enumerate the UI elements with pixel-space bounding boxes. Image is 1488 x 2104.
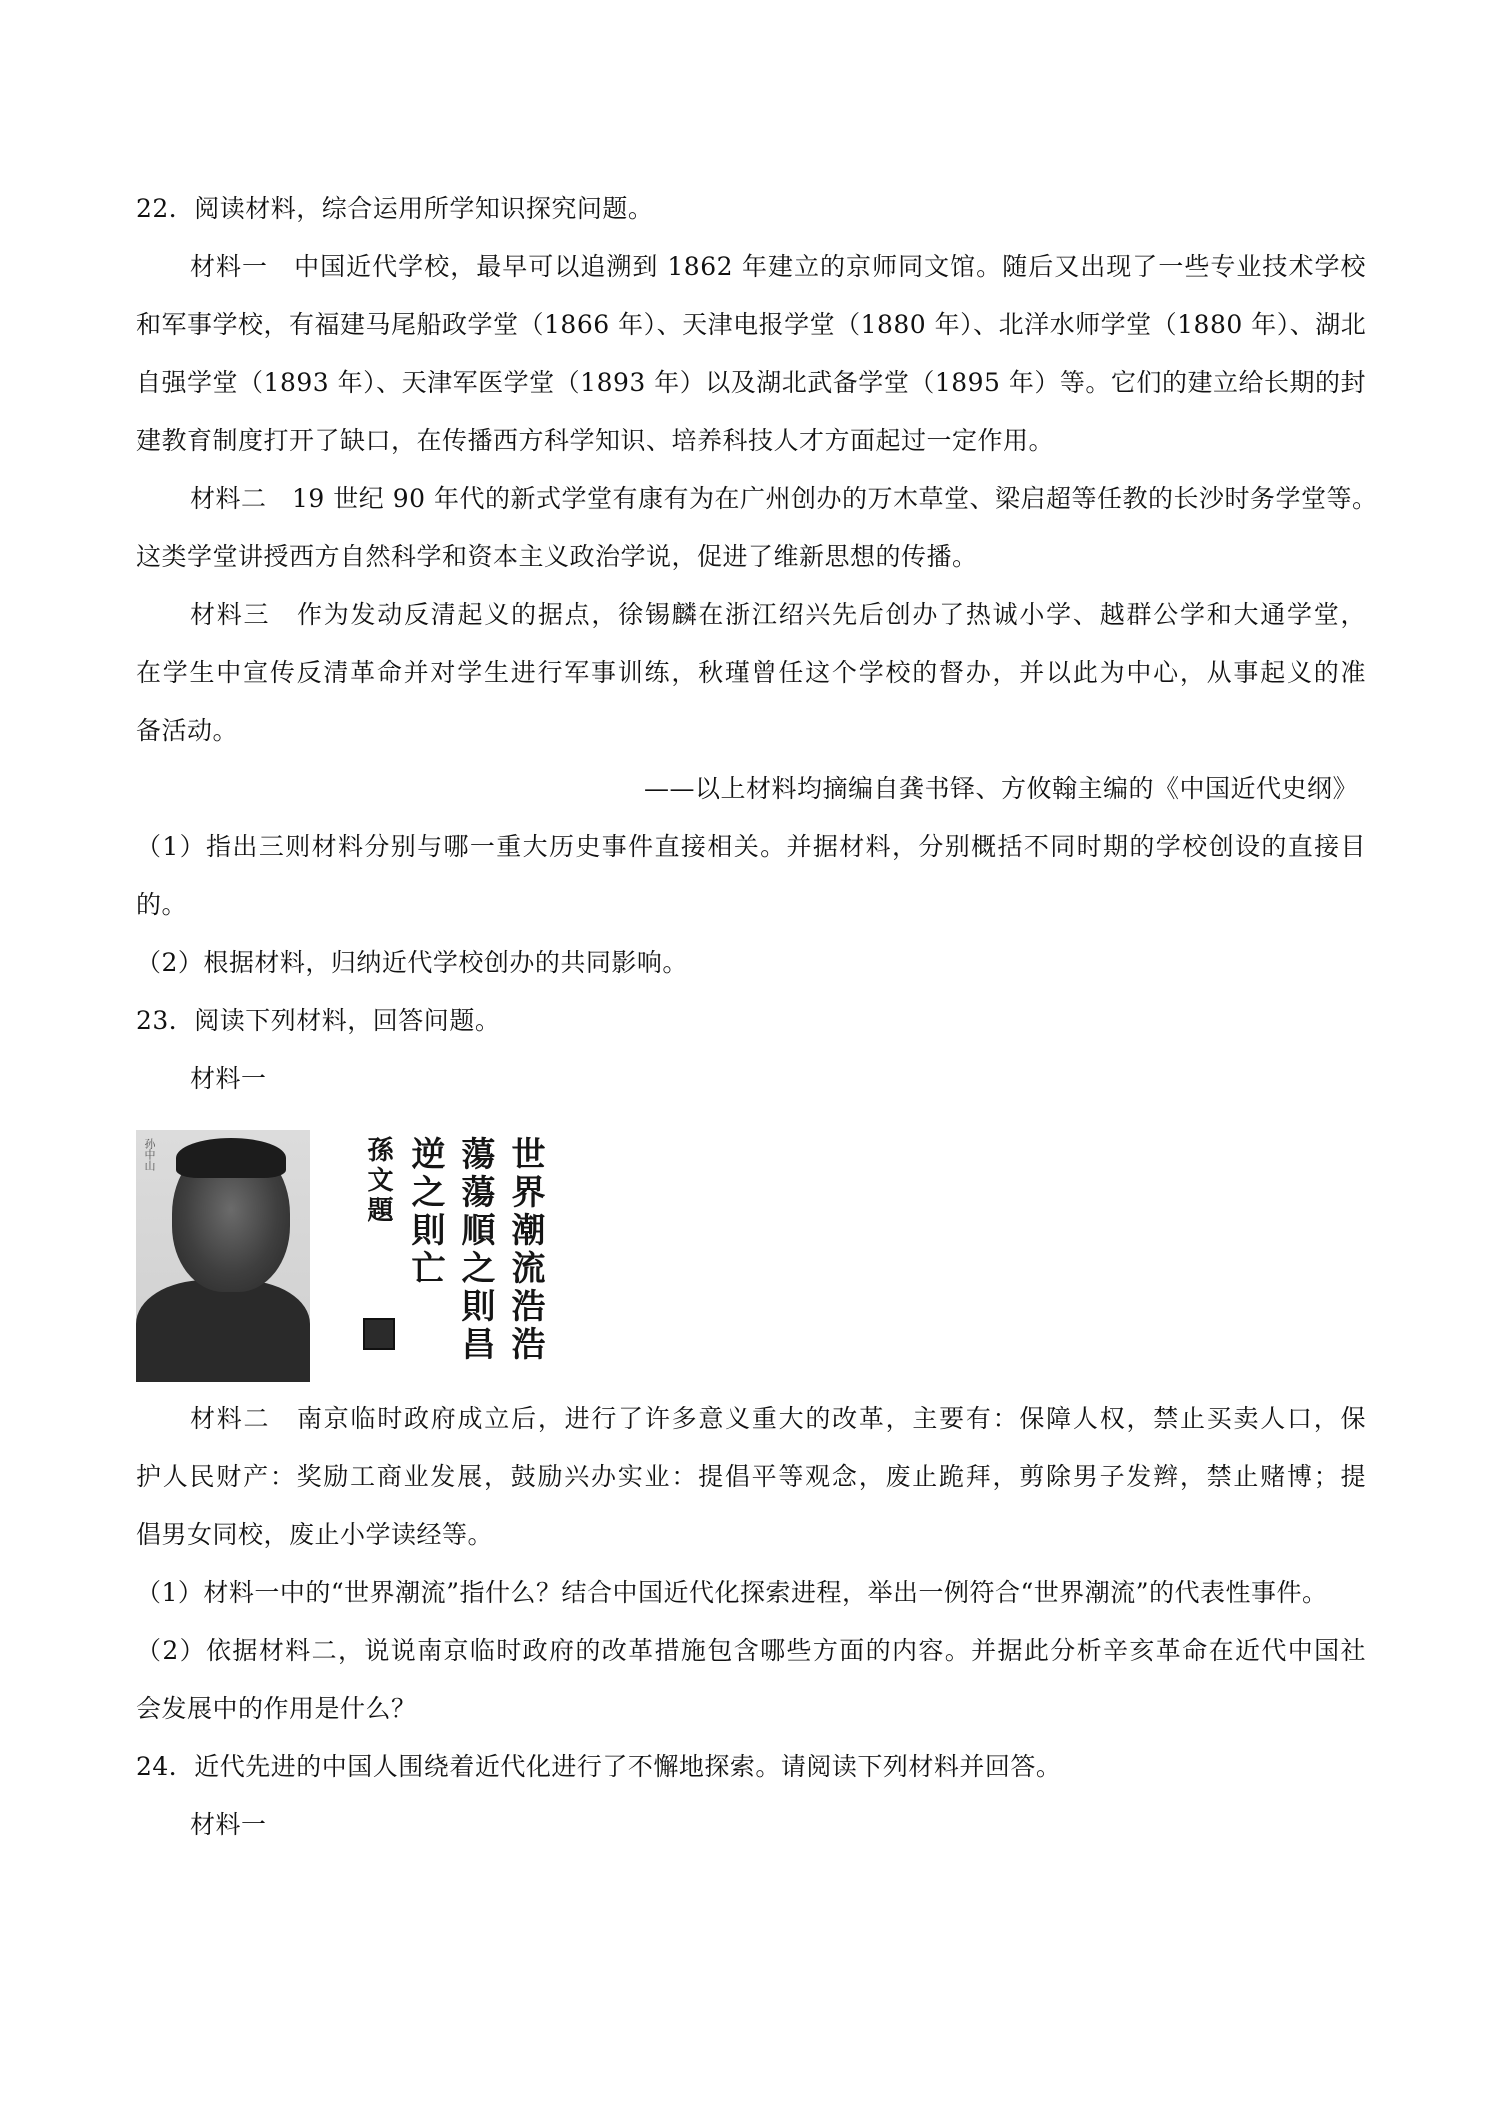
q24-title: 24．近代先进的中国人围绕着近代化进行了不懈地探索。请阅读下列材料并回答。 (136, 1752, 1062, 1781)
calligraphy-column-1: 世界潮流浩浩 (505, 1136, 545, 1364)
q22-material3-line3: 备活动。 (136, 716, 239, 745)
q22-title: 22．阅读材料，综合运用所学知识探究问题。 (136, 194, 654, 223)
portrait-caption: 孙中山 (143, 1138, 156, 1171)
q22-source: ——以上材料均摘编自龚书铎、方攸翰主编的《中国近代史纲》 (643, 774, 1358, 803)
q22-material3-line1: 材料三 作为发动反清起义的据点，徐锡麟在浙江绍兴先后创办了热诚小学、越群公学和大通学堂， (190, 600, 1366, 629)
q23-question1: （1）材料一中的“世界潮流”指什么？结合中国近代化探索进程，举出一例符合“世界潮流”的代表性事件。 (136, 1578, 1328, 1607)
calligraphy-signature: 孫文題 (363, 1136, 393, 1226)
q23-material1-label: 材料一 (190, 1064, 267, 1093)
calligraphy-column-2: 蕩蕩順之則昌 (455, 1136, 495, 1364)
q22-material3-line2: 在学生中宣传反清革命并对学生进行军事训练，秋瑾曾任这个学校的督办，并以此为中心，从事起义的准 (136, 658, 1366, 687)
q22-question1-line1: （1）指出三则材料分别与哪一重大历史事件直接相关。并据材料，分别概括不同时期的学校创设的直接目 (136, 832, 1366, 861)
q23-material2-line2: 护人民财产：奖励工商业发展，鼓励兴办实业：提倡平等观念，废止跪拜，剪除男子发辫，禁止赌博；提 (136, 1462, 1366, 1491)
q22-question1-line2: 的。 (136, 890, 188, 919)
q22-material1-line4: 建教育制度打开了缺口，在传播西方科学知识、培养科技人才方面起过一定作用。 (136, 426, 1055, 455)
seal-stamp (363, 1318, 395, 1350)
q22-question2: （2）根据材料，归纳近代学校创办的共同影响。 (136, 948, 688, 977)
q23-question2-line2: 会发展中的作用是什么？ (136, 1694, 417, 1723)
q22-material1-line2: 和军事学校，有福建马尾船政学堂（1866 年）、天津电报学堂（1880 年）、北洋水师学堂（1880 年）、湖北 (136, 310, 1367, 339)
q23-question2-line1: （2）依据材料二，说说南京临时政府的改革措施包含哪些方面的内容。并据此分析辛亥革命在近代中国社 (136, 1636, 1366, 1665)
q24-material1-label: 材料一 (190, 1810, 267, 1839)
q23-material2-line3: 倡男女同校，废止小学读经等。 (136, 1520, 494, 1549)
q22-material2-line2: 这类学堂讲授西方自然科学和资本主义政治学说，促进了维新思想的传播。 (136, 542, 978, 571)
q22-material2-line1: 材料二 19 世纪 90 年代的新式学堂有康有为在广州创办的万木草堂、梁启超等任教的长沙时务学堂等。 (190, 484, 1378, 513)
portrait-hair (176, 1138, 286, 1178)
q23-title: 23．阅读下列材料，回答问题。 (136, 1006, 501, 1035)
calligraphy-column-3: 逆之則亡 (405, 1136, 445, 1288)
portrait-body (136, 1280, 310, 1382)
q23-material2-line1: 材料二 南京临时政府成立后，进行了许多意义重大的改革，主要有：保障人权，禁止买卖人口，保 (190, 1404, 1366, 1433)
q22-material1-line3: 自强学堂（1893 年）、天津军医学堂（1893 年）以及湖北武备学堂（1895 年）等。它们的建立给长期的封 (136, 368, 1366, 397)
q22-material1-line1: 材料一 中国近代学校，最早可以追溯到 1862 年建立的京师同文馆。随后又出现了一些专业技术学校 (190, 252, 1366, 281)
sun-yat-sen-portrait (136, 1130, 310, 1382)
